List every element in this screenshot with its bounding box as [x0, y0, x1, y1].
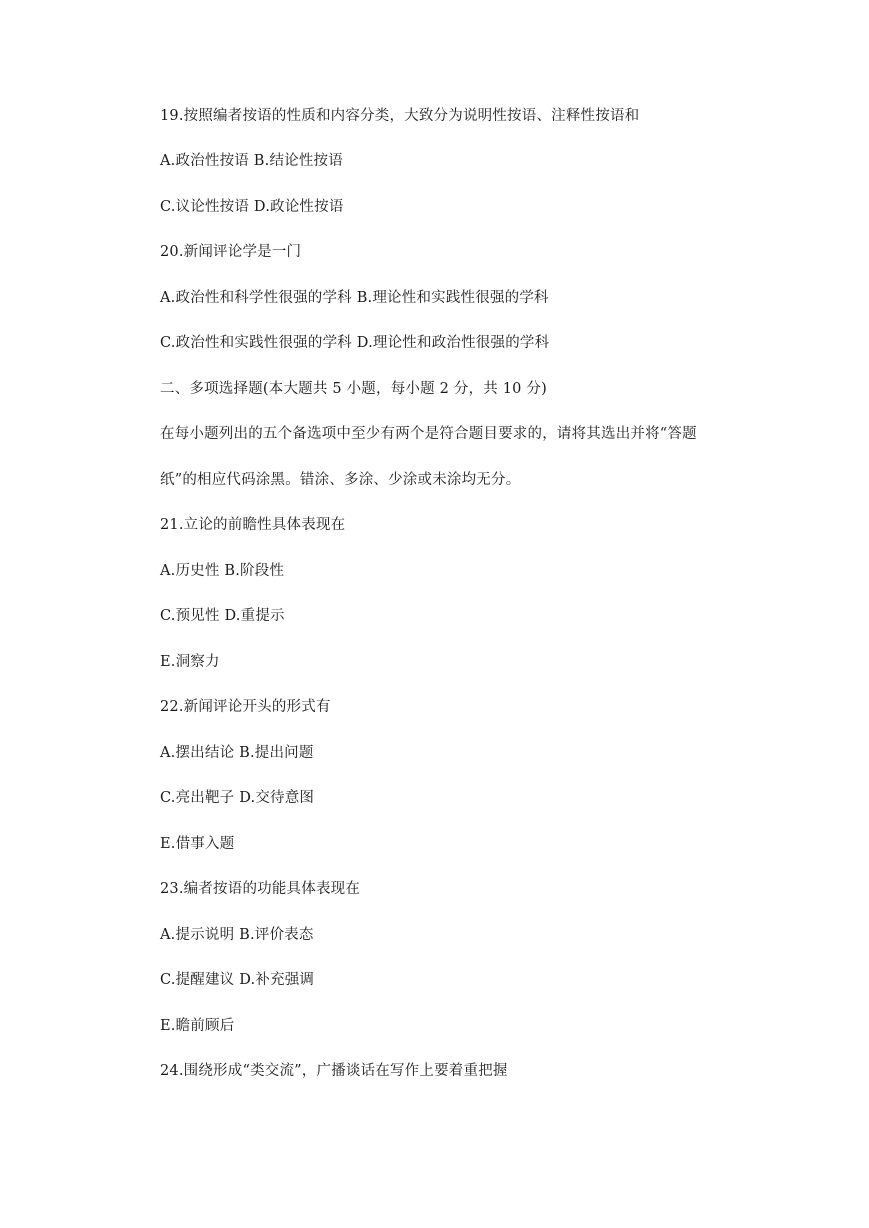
question-21-option-e: E.洞察力 [160, 654, 220, 670]
question-21-options-c-d: C.预见性 D.重提示 [160, 608, 285, 624]
question-23-stem: 23.编者按语的功能具体表现在 [160, 881, 361, 897]
question-19-stem: 19.按照编者按语的性质和内容分类，大致分为说明性按语、注释性按语和 [160, 108, 640, 124]
question-23-options-c-d: C.提醒建议 D.补充强调 [160, 972, 315, 988]
question-23-options-a-b: A.提示说明 B.评价表态 [160, 927, 314, 943]
question-22-options-c-d: C.亮出靶子 D.交待意图 [160, 790, 315, 806]
question-22-options-a-b: A.摆出结论 B.提出问题 [160, 745, 314, 761]
question-24-stem: 24.围绕形成“类交流”，广播谈话在写作上要着重把握 [160, 1063, 508, 1079]
question-20-options-c-d: C.政治性和实践性很强的学科 D.理论性和政治性很强的学科 [160, 335, 550, 351]
question-20-stem: 20.新闻评论学是一门 [160, 244, 302, 260]
question-19-options-a-b: A.政治性按语 B.结论性按语 [160, 153, 343, 169]
question-22-stem: 22.新闻评论开头的形式有 [160, 699, 331, 715]
question-21-options-a-b: A.历史性 B.阶段性 [160, 563, 285, 579]
question-23-option-e: E.瞻前顾后 [160, 1018, 235, 1034]
section-instructions-line-1: 在每小题列出的五个备选项中至少有两个是符合题目要求的，请将其选出并将“答题 [160, 426, 697, 442]
section-instructions-line-2: 纸”的相应代码涂黑。错涂、多涂、少涂或未涂均无分。 [160, 472, 521, 488]
question-20-options-a-b: A.政治性和科学性很强的学科 B.理论性和实践性很强的学科 [160, 290, 549, 306]
section-heading-multiple-choice: 二、多项选择题(本大题共 5 小题，每小题 2 分，共 10 分) [160, 381, 547, 397]
question-22-option-e: E.借事入题 [160, 836, 235, 852]
question-19-options-c-d: C.议论性按语 D.政论性按语 [160, 199, 344, 215]
question-21-stem: 21.立论的前瞻性具体表现在 [160, 517, 346, 533]
